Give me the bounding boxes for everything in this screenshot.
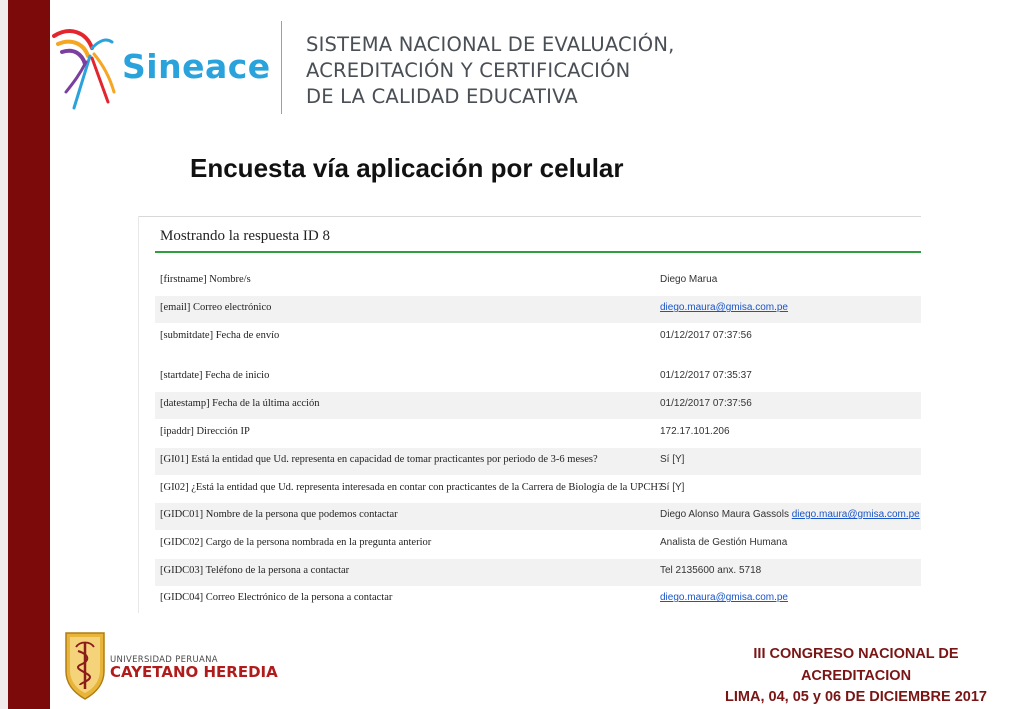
answer-value: Sí [Y] (660, 454, 685, 465)
table-row (155, 420, 921, 447)
answer-value: Diego Marua (660, 274, 718, 285)
question-label: [email] Correo electrónico (160, 302, 272, 313)
answer-value: Tel 2135600 anx. 5718 (660, 565, 762, 576)
event-line: LIMA, 04, 05 y 06 DE DICIEMBRE 2017 (725, 689, 987, 705)
answer-cell (660, 482, 684, 493)
table-row (155, 559, 921, 586)
email-link[interactable]: diego.maura@gmisa.com.pe (791, 509, 920, 520)
event-line: III CONGRESO NACIONAL DE (753, 646, 959, 662)
slide-title: Encuesta vía aplicación por celular (190, 153, 624, 183)
question-label: [GIDC01] Nombre de la persona que podemos contactar (160, 509, 398, 520)
org-name-line: ACREDITACIÓN Y CERTIFICACIÓN (306, 59, 631, 82)
answer-cell (660, 509, 920, 520)
table-row (155, 448, 921, 475)
org-name-line: SISTEMA NACIONAL DE EVALUACIÓN, (306, 33, 675, 56)
question-label: [startdate] Fecha de inicio (160, 370, 270, 381)
org-name-line: DE LA CALIDAD EDUCATIVA (306, 85, 578, 108)
header-divider (281, 21, 282, 114)
table-row (155, 364, 921, 391)
question-label: [GI02] ¿Está la entidad que Ud. representa interesada en contar con practicantes de la Carrera de Biología de la UPCH? (160, 482, 663, 493)
table-row (155, 268, 921, 295)
question-label: [datestamp] Fecha de la última acción (160, 398, 320, 409)
event-info (706, 644, 1006, 709)
answer-value: Sí [Y] (660, 482, 685, 493)
answer-cell (660, 592, 788, 603)
bird-emblem-icon (52, 22, 132, 114)
answer-cell (660, 370, 752, 381)
question-label: [GIDC03] Teléfono de la persona a contactar (160, 565, 350, 576)
university-name-line1: UNIVERSIDAD PERUANA (110, 655, 218, 665)
table-row (155, 476, 921, 503)
left-red-sidebar (8, 0, 50, 709)
question-label: [firstname] Nombre/s (160, 274, 251, 285)
university-name-line2: CAYETANO HEREDIA (110, 663, 278, 681)
response-heading: Mostrando la respuesta ID 8 (160, 228, 330, 244)
email-link[interactable]: diego.maura@gmisa.com.pe (660, 592, 788, 603)
question-label: [GI01] Está la entidad que Ud. representa en capacidad de tomar practicantes por periodo de 3-6 meses? (160, 454, 598, 465)
answer-value: Diego Alonso Maura Gassols (660, 509, 789, 520)
panel-border-left (138, 216, 139, 613)
question-label: [submitdate] Fecha de envío (160, 330, 280, 341)
left-margin-strip (0, 0, 8, 709)
answer-value: Analista de Gestión Humana (660, 537, 788, 548)
question-label: [GIDC02] Cargo de la persona nombrada en la pregunta anterior (160, 537, 432, 548)
answer-cell (660, 565, 761, 576)
answer-cell (660, 330, 752, 341)
answer-value: 01/12/2017 07:37:56 (660, 330, 752, 341)
heading-underline (155, 251, 921, 253)
question-label: [ipaddr] Dirección IP (160, 426, 250, 437)
panel-border-top (138, 216, 921, 217)
question-label: [GIDC04] Correo Electrónico de la persona a contactar (160, 592, 393, 603)
table-row (155, 531, 921, 558)
email-link[interactable]: diego.maura@gmisa.com.pe (660, 302, 788, 313)
answer-cell (660, 302, 788, 313)
event-line: ACREDITACION (800, 667, 912, 684)
table-row (155, 296, 921, 323)
sineace-wordmark: Sineace (122, 47, 271, 86)
answer-value: 01/12/2017 07:37:56 (660, 398, 752, 409)
answer-cell (660, 398, 752, 409)
caduceus-shield-icon (64, 631, 106, 701)
survey-response-panel (138, 216, 921, 613)
answer-value: 01/12/2017 07:35:37 (660, 370, 752, 381)
org-name (306, 32, 726, 110)
table-row (155, 324, 921, 351)
table-row (155, 392, 921, 419)
answer-value: 172.17.101.206 (660, 426, 730, 437)
answer-cell (660, 537, 787, 548)
table-row (155, 503, 921, 530)
answer-cell (660, 454, 684, 465)
answer-cell (660, 274, 717, 285)
answer-cell (660, 426, 730, 437)
table-row (155, 586, 921, 613)
